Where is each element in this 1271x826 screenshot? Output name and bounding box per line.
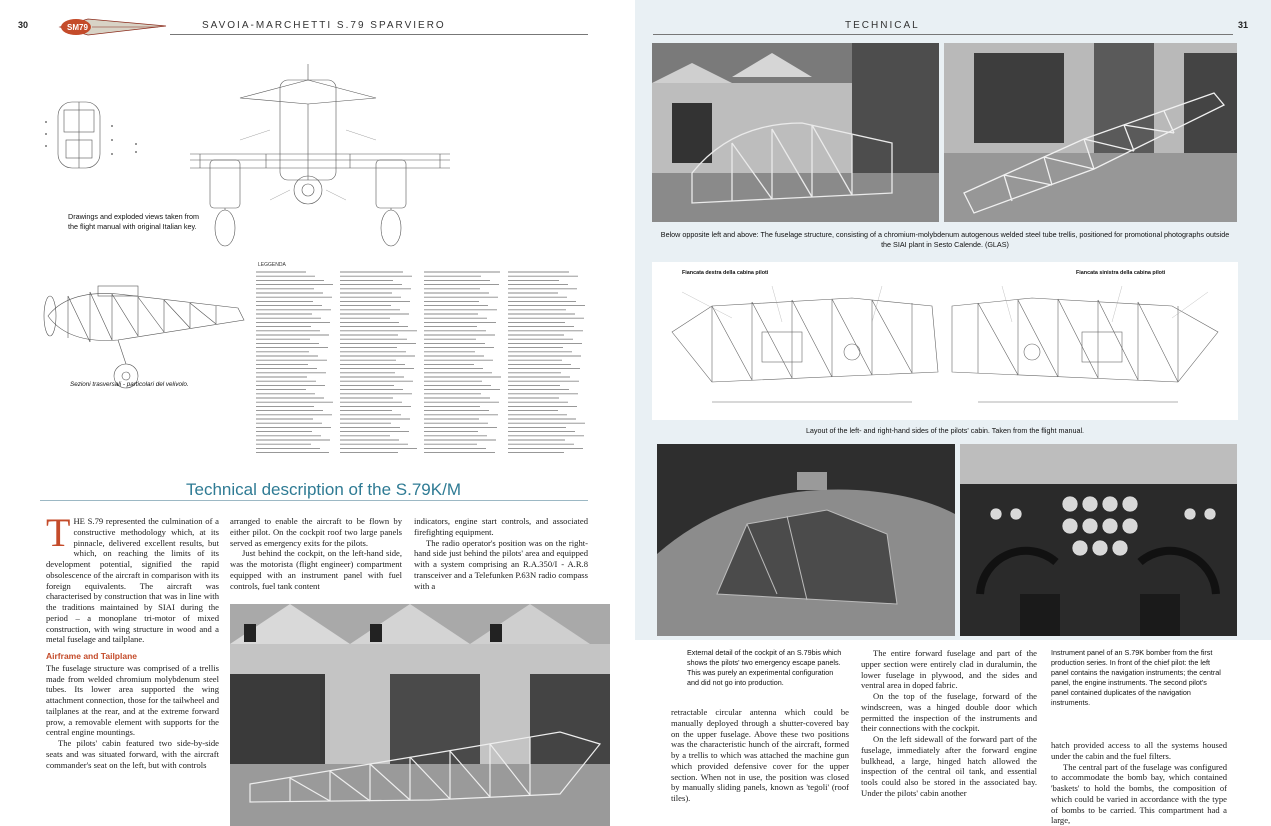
- photo-fuselage-trellis-2: [944, 43, 1237, 222]
- paragraph: The fuselage structure was comprised of a trellis made from welded chromium molybdenum steel tubes. Its lower area supported the wing attachment connection, those for the tailwheel and tailplanes at the rear, and at the extreme forward prow, a removable element with supports for the central engine mountings.: [46, 662, 220, 738]
- left-page: [0, 0, 635, 826]
- paragraph: retractable circular antenna which could be manually deployed through a shutter-covered bay on the upper fuselage. Above these two positions was the characteristic hunch of the aircraft, formed by a trellis to which was attached the machine gun which provided defensive cover for the upper section. When not in use, the position was closed by manually sliding panels, known as 'tegoli' (roof tiles).: [671, 707, 849, 803]
- body-column-3: [414, 516, 588, 591]
- heading-rule: [40, 500, 588, 501]
- body-column-6: [1051, 740, 1227, 826]
- caption-layout: Layout of the left- and right-hand sides of the pilots' cabin. Taken from the flight manual.: [805, 426, 1085, 435]
- legend-key: [256, 270, 586, 456]
- dropcap: T: [46, 510, 71, 555]
- header-rule: [170, 34, 588, 35]
- paragraph: HE S.79 represented the culmination of a constructive methodology which, at its pinnacle, delivered excellent results, but which, on reaching the limits of its development potential, signified the rapid obsolescence of the aircraft in comparison with its foreign equivalents. The aircraft was characterised by construction that was in line with the traditions maintained by SIAI during the period – a monoplane tri-motor of mixed construction, with wing structure in wood and a metal fuselage and tailplane.: [46, 516, 220, 645]
- caption-instrument-panel: Instrument panel of an S.79K bomber from the first production series. In front of the chief pilot: the left panel contains the navigation instruments; the central panel, the engine instruments. The second pilot's panel contained duplicates of the navigation instruments.: [1051, 648, 1221, 707]
- photo-cockpit-exterior: [657, 444, 955, 636]
- body-column-4: [671, 707, 849, 804]
- paragraph: On the top of the fuselage, forward of the windscreen, was a hinged double door which permitted the inspection of the instruments and their connections with the cockpit.: [861, 691, 1037, 734]
- body-column-2: [230, 516, 402, 591]
- body-column-1: [46, 510, 220, 770]
- drawing-left-label: Fiancata destra della cabina piloti: [682, 270, 769, 276]
- drawing-label: Sezioni trasversali - particolari del velivolo.: [70, 381, 189, 388]
- photo-fuselage-trellis-1: [652, 43, 939, 222]
- sm79-logo: [58, 18, 168, 36]
- side-section-drawing: [38, 256, 250, 396]
- cabin-layout-drawings: [652, 262, 1238, 420]
- body-column-5: [861, 648, 1037, 799]
- right-page: [635, 0, 1271, 826]
- paragraph: The radio operator's position was on the right-hand side just behind the pilots' area and equipped with a system comprising an R.A.350/I - A.R.8 transceiver and a Telefunken P.63N radio compass with a: [414, 537, 588, 591]
- section-heading: Technical description of the S.79K/M: [186, 480, 461, 499]
- running-title-right: TECHNICAL: [845, 20, 920, 31]
- subhead-airframe: Airframe and Tailplane: [46, 651, 138, 661]
- paragraph: The pilots' cabin featured two side-by-side seats and was situated forward, with the aircraft commander's seat on the left, but with controls: [46, 738, 219, 770]
- paragraph: arranged to enable the aircraft to be flown by either pilot. On the cockpit roof two large panels served as emergency exits for the pilots.: [230, 516, 402, 548]
- header-rule-right: [653, 34, 1233, 35]
- paragraph: hatch provided access to all the systems housed under the cabin and the fuel filters.: [1051, 740, 1227, 761]
- running-title-left: SAVOIA-MARCHETTI S.79 SPARVIERO: [202, 20, 446, 31]
- legend-title: LEGGENDA: [258, 262, 286, 268]
- caption-drawings: Drawings and exploded views taken from the flight manual with original Italian key.: [68, 212, 200, 231]
- paragraph: The central part of the fuselage was configured to accommodate the bomb bay, which contained 'baskets' to hold the bombs, the composition of which could be varied in accordance with the type of bombs to be carried. This compartment had a large,: [1051, 761, 1227, 826]
- page-number-right: 31: [1238, 20, 1249, 30]
- svg-text:SM79: SM79: [67, 23, 88, 32]
- paragraph: indicators, engine start controls, and associated firefighting equipment.: [414, 516, 588, 537]
- paragraph: Just behind the cockpit, on the left-hand side, was the motorista (flight engineer) compartment equipped with an instrument panel with fuel controls, fuel tank content: [230, 548, 402, 591]
- drawing-right-label: Fiancata sinistra della cabina piloti: [1076, 270, 1166, 276]
- caption-fuselage: Below opposite left and above: The fuselage structure, consisting of a chromium-molybdenum autogenous welded steel tube trellis, positioned for promotional photographs outside the SIAI plant in Sesto Calende. (GLAS): [660, 230, 1230, 249]
- caption-cockpit-exterior: External detail of the cockpit of an S.79bis which shows the pilots' two emergency escape panels. This was purely an experimental configuration and did not go into production.: [687, 648, 842, 687]
- photo-instrument-panel: [960, 444, 1237, 636]
- photo-fuselage-trellis-hangar: [230, 604, 610, 826]
- page-number-left: 30: [18, 20, 29, 30]
- paragraph: The entire forward fuselage and part of the upper section were entirely clad in duralumin, the lower fuselage in plywood, and the sides and ventral area in doped fabric.: [861, 648, 1037, 691]
- paragraph: On the left sidewall of the forward part of the fuselage, immediately after the forward engine bulkhead, a large, hinged hatch allowed the inspection of the central oil tank, and essential tools could also be stored in the associated bay. Under the pilots' cabin another: [861, 734, 1037, 798]
